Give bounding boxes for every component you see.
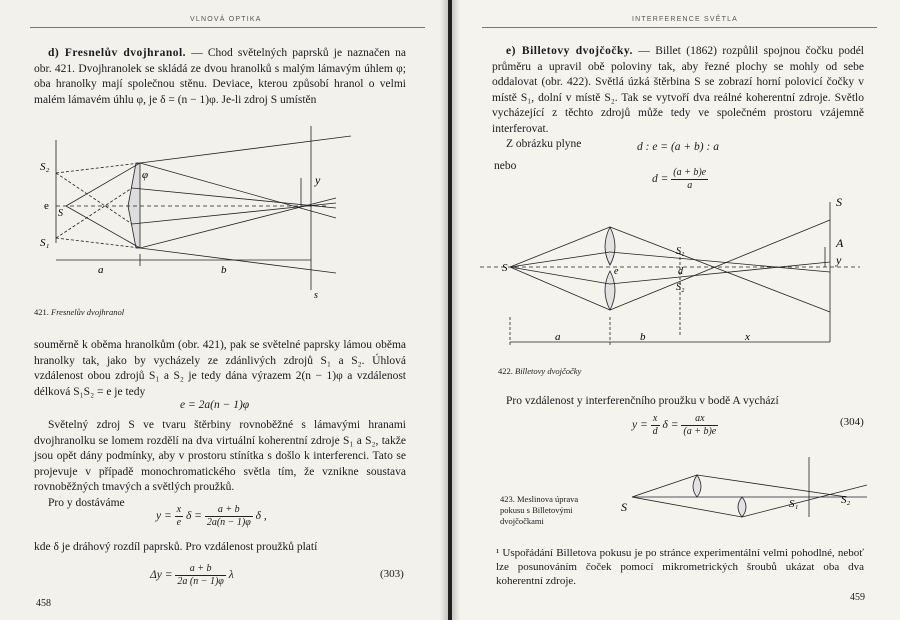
left-paragraph-3 — [34, 418, 406, 511]
equation-number-303: (303) — [380, 568, 404, 580]
left-paragraph-1 — [34, 46, 406, 108]
eq-y-mid: δ = — [185, 510, 202, 523]
figure-422-billet-lens — [480, 192, 880, 362]
fig423-ray-1 — [632, 475, 697, 497]
fig422-label-a-point: A — [836, 236, 844, 250]
fig421-biprism-shape — [128, 163, 140, 248]
fig422-label-s2: S₂ — [676, 282, 685, 293]
fig422-caption-text: Billetovy dvojčočky — [515, 366, 582, 376]
left-para4-text: Pro y dostáváme — [48, 496, 125, 509]
fig421-ray-4 — [140, 163, 336, 218]
fig421-virtual-ray-4 — [56, 188, 132, 238]
fig422-label-x: x — [745, 331, 750, 343]
right-para2-text: Z obrázku plyne — [506, 138, 582, 150]
fig423-upper-lens — [693, 475, 701, 497]
eq-dy-den: 2a (n − 1)φ — [177, 576, 224, 587]
fig422-label-s: S — [502, 262, 508, 274]
equation-dy — [150, 563, 234, 588]
fig421-label-screen: s — [314, 290, 318, 301]
eq3-frac2-num: ax — [681, 413, 718, 426]
right-para1-text: — Billet (1862) rozpůlil spojnou čočku podél průměru a upravil obě poloviny tak, aby řezné plochy se mohly od sebe oddalovat (obr. 422). Světlá úzká štěrbina S se zobrazí horní polovicí čočky v místě S₁, dolní v místě S₂. Tak se vytvoří dva reálné koherentní zdroje. Světlo vycházející z těchto zdrojů může tedy ve společném prostoru vzájemně interferovat. — [492, 45, 864, 135]
left-page-number: 458 — [36, 598, 51, 609]
fig421-caption — [34, 307, 124, 318]
fig421-ray-3 — [140, 136, 351, 163]
figure-421-fresnel-biprism — [36, 118, 366, 303]
eq3-frac2 — [681, 413, 718, 438]
eq-d-frac — [671, 167, 708, 192]
fig421-label-b: b — [221, 264, 227, 276]
fig421-virtual-ray-3 — [56, 173, 132, 224]
fig422-label-a: a — [555, 331, 561, 343]
eq3-mid: δ = — [662, 419, 679, 432]
fig421-caption-text: Fresnelův dvojhranol — [51, 307, 125, 317]
fig423-caption-line-3: dvojčočkami — [500, 516, 544, 526]
right-page — [452, 0, 900, 620]
fig421-label-a: a — [98, 264, 104, 276]
word-nebo: nebo — [494, 160, 517, 172]
eq-y-lhs: y = — [156, 510, 172, 523]
eq-y-frac1 — [175, 504, 183, 529]
eq-dy-num: a + b — [175, 563, 225, 576]
fig421-label-s2: S₂ — [40, 161, 50, 173]
equation-d — [652, 167, 708, 192]
fig423-caption-line-2: pokusu s Billetovými — [500, 505, 573, 515]
fig421-virtual-ray-1 — [56, 163, 140, 173]
fig422-ray-5 — [610, 227, 830, 312]
fig422-ray-7 — [610, 252, 830, 272]
equation-e: e = 2a(n − 1)φ — [180, 399, 250, 411]
left-para2-text: souměrně k oběma hranolkům (obr. 421), pak se světelné paprsky lámou oběma hranolky tak, jako by vycházely ze zdánlivých zdrojů S₁ a S₂. Úhlová vzdálenost obou zdrojů S₁ a S₂ je tedy dána výrazem 2(n − 1)φ a vzdálenost délková S₁S₂ = e je tedy — [34, 339, 406, 398]
book-gutter — [440, 0, 460, 620]
right-header-rule — [482, 27, 877, 28]
fig422-label-e: e — [614, 266, 619, 277]
fig421-ray-6 — [140, 248, 336, 273]
right-para3-text: Pro vzdálenost y interferenčního proužku v bodě A vychází — [506, 395, 779, 407]
eq-dy-frac — [175, 563, 225, 588]
eq-y-frac1-den: e — [176, 517, 182, 528]
eq-d-den: a — [687, 180, 693, 191]
left-para5-text: kde δ je dráhový rozdíl paprsků. Pro vzdálenost proužků platí — [34, 541, 318, 553]
fig422-label-s1: S₁ — [676, 246, 685, 257]
fig423-label-s2: S₂ — [841, 494, 851, 506]
eq3-lhs: y = — [632, 419, 648, 432]
fig422-ray-1 — [510, 227, 610, 267]
fig421-label-s1: S₁ — [40, 237, 50, 249]
right-paragraph-1 — [492, 44, 864, 153]
eq-y-tail: δ , — [255, 510, 267, 523]
fig422-ray-4 — [510, 267, 610, 284]
fig422-caption — [498, 366, 581, 377]
left-header-rule — [30, 27, 425, 28]
fig422-ray-2 — [510, 267, 610, 310]
fig423-label-s: S — [621, 500, 627, 514]
eq3-frac2-den: (a + b)e — [683, 426, 717, 437]
fig423-ray-3 — [632, 497, 742, 517]
right-paragraph-3 — [492, 394, 864, 410]
right-footnote — [496, 546, 864, 588]
fig421-label-phi: φ — [142, 169, 149, 181]
fig422-caption-num: 422. — [498, 366, 513, 376]
fig421-label-s: S — [58, 208, 63, 219]
left-section-heading: d) Fresnelův dvojhranol. — [48, 47, 187, 59]
fig423-label-s1: S₁ — [789, 498, 799, 510]
eq-y-frac2-num: a + b — [205, 504, 253, 517]
fig421-label-e: e — [44, 200, 49, 212]
fig423-caption — [500, 494, 578, 527]
fig422-label-s-top: S — [836, 195, 842, 209]
left-para3-text: Světelný zdroj S ve tvaru štěrbiny rovnoběžné s lámavými hranami dvojhranolku se lomem rozdělí na dva virtuální koherentní zdroje S₁ a S₂, takže jsou opět dány podmínky, aby v prostoru stínítka s došlo k interferenci. Tato se projevuje v případě monochromatického světla tím, že vznikne soustava rovnoběžných tmavých a světlých proužků. — [34, 419, 406, 493]
left-page — [0, 0, 448, 620]
fig421-caption-num: 421. — [34, 307, 49, 317]
right-section-heading: e) Billetovy dvojčočky. — [506, 45, 633, 57]
eq-d-lhs: d = — [652, 173, 669, 186]
left-paragraph-2 — [34, 338, 406, 400]
eq-dy-tail: λ — [228, 569, 234, 582]
left-para1-text: — Chod světelných paprsků je naznačen na obr. 421. Dvojhranolek se skládá ze dvou hranolků s malým lámavým úhlem φ; oba hranolky mají společnou stěnu. Deviace, kterou způsobí hranol o velmi malém lámavém úhlu φ, je δ = (n − 1)φ. Je-li zdroj S umístěn — [34, 47, 406, 106]
fig423-ray-2 — [697, 475, 847, 497]
eq3-frac1-den: d — [652, 426, 658, 437]
fig422-upper-lens — [605, 227, 615, 265]
eq3-frac1-num: x — [651, 413, 660, 426]
equation-y-billet — [632, 413, 718, 438]
fig422-label-b: b — [640, 331, 646, 343]
right-page-number: 459 — [850, 592, 865, 603]
eq-dy-lhs: Δy = — [150, 569, 173, 582]
eq-y-frac1-num: x — [176, 504, 182, 515]
figure-423-meslin — [617, 455, 877, 520]
equation-ratio: d : e = (a + b) : a — [637, 141, 719, 153]
left-running-head: VLNOVÁ OPTIKA — [190, 16, 262, 23]
fig423-caption-line-1: 423. Meslinova úprava — [500, 494, 579, 504]
fig422-label-d: d — [678, 266, 683, 277]
right-running-head: INTERFERENCE SVĚTLA — [632, 16, 739, 23]
fig422-ray-3 — [510, 252, 610, 267]
fig421-ray-7 — [132, 188, 336, 208]
left-paragraph-5 — [34, 540, 406, 556]
right-footnote-text: ¹ Uspořádání Billetova pokusu je po stránce experimentální velmi pohodlné, neboť lze posunováním čoček pomocí mikrometrických šroubů ukázat oba dva koherentní zdroje. — [496, 547, 864, 587]
fig423-lower-lens — [738, 497, 746, 517]
fig422-label-y: y — [836, 253, 842, 267]
eq-y-frac2 — [205, 504, 253, 529]
eq-d-num: (a + b)e — [673, 167, 707, 178]
fig421-virtual-ray-2 — [56, 238, 140, 248]
eq-y-frac2-den: 2a(n − 1)φ — [206, 517, 251, 528]
fig421-label-y: y — [315, 173, 321, 187]
eq3-frac1 — [651, 413, 660, 438]
equation-number-304: (304) — [840, 416, 864, 428]
equation-y — [156, 504, 267, 529]
